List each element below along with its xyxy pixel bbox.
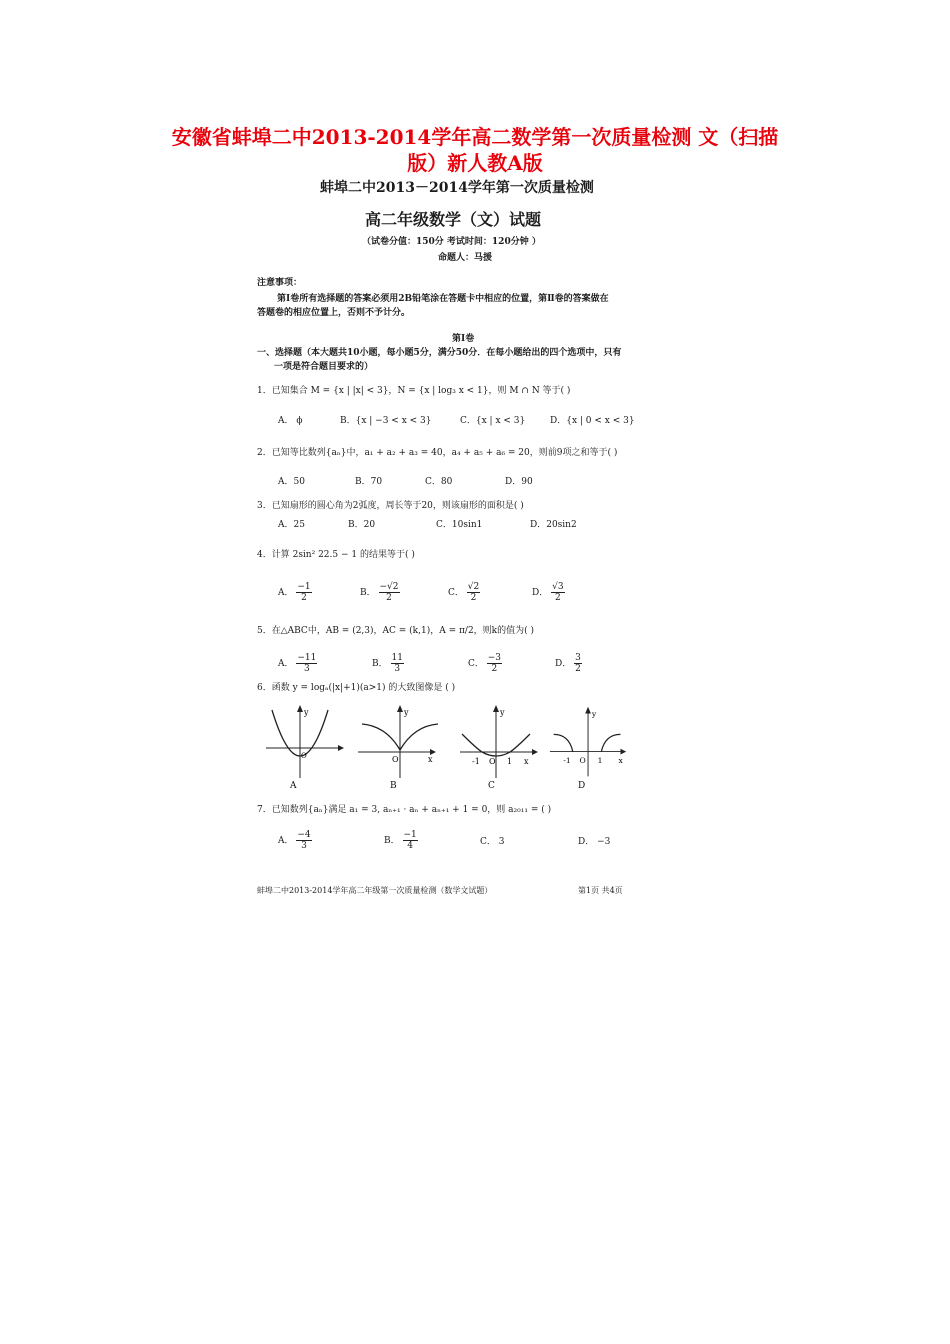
graph-d-origin-label: O — [579, 756, 586, 766]
question-3: 3．已知扇形的圆心角为2弧度，周长等于20，则该扇形的面积是( ) — [257, 501, 524, 511]
exam-subheading: 高二年级数学（文）试题 — [365, 210, 542, 229]
q4-option-b-fraction — [379, 582, 400, 603]
q7-option-b-fraction — [403, 830, 418, 851]
q4-option-d-numerator: √3 — [552, 582, 564, 592]
q5-option-b-letter: B． — [372, 659, 388, 669]
q5-option-d-numerator: 3 — [575, 653, 581, 663]
section-one-line-2: 一项是符合题目要求的） — [274, 362, 374, 372]
q4-option-c-letter: C． — [448, 588, 464, 598]
graph-c-y-label: y — [500, 708, 505, 717]
q4-option-a-letter: A． — [278, 588, 294, 598]
exam-info: （试卷分值：150分 考试时间：120分钟 ） — [362, 237, 541, 247]
q4-option-c — [448, 582, 480, 603]
document-title-line-2: 版）新人教A版 — [407, 151, 543, 175]
q3-option-a: A．25 — [278, 520, 305, 530]
q7-option-d: D． −3 — [578, 837, 611, 847]
question-5: 5．在△ABC中，AB = (2,3)，AC = (k,1)，A = π/2，则k的值为( ) — [257, 626, 535, 636]
graph-b — [356, 704, 438, 782]
q5-option-d — [555, 653, 582, 674]
q5-option-d-denominator: 2 — [575, 664, 581, 674]
q5-option-d-fraction — [574, 653, 582, 674]
q1-option-a: A． ϕ — [278, 416, 303, 426]
graph-d-y-label: y — [591, 709, 597, 719]
document-title — [95, 124, 855, 176]
notice-line-1: 第Ⅰ卷所有选择题的答案必须用2B铅笔涂在答题卡中相应的位置，第Ⅱ卷的答案做在 — [277, 294, 609, 304]
q4-option-a-fraction — [296, 582, 311, 603]
graph-c-neg1-label: -1 — [472, 757, 480, 766]
question-2: 2．已知等比数列{aₙ}中，a₁ + a₂ + a₃ = 40，a₄ + a₅ + a₆ = 20，则前9项之和等于( ) — [257, 448, 618, 458]
q5-option-b-numerator: 11 — [391, 653, 403, 663]
q3-option-c: C．10sin1 — [436, 520, 483, 530]
q5-option-c-denominator: 2 — [491, 664, 498, 674]
q5-option-a-fraction — [296, 653, 317, 674]
exam-heading: 蚌埠二中2013－2014学年第一次质量检测 — [320, 180, 594, 196]
graph-d-label: D — [578, 781, 586, 791]
scanned-exam-page — [250, 170, 700, 900]
exam-author: 命题人：马援 — [438, 253, 493, 263]
q5-option-b — [372, 653, 404, 674]
graph-b-label: B — [390, 781, 397, 791]
q4-option-d-fraction — [551, 582, 564, 603]
page-footer-left: 蚌埠二中2013-2014学年高二年级第一次质量检测（数学文试题） — [257, 886, 493, 895]
q5-option-a-letter: A． — [278, 659, 294, 669]
q5-option-c-fraction — [487, 653, 502, 674]
q2-option-d: D．90 — [505, 477, 533, 487]
q7-option-a-denominator: 3 — [301, 841, 307, 851]
q4-option-a — [278, 582, 312, 603]
q7-option-b-letter: B． — [384, 836, 400, 846]
question-1: 1．已知集合 M = {x | |x| < 3}，N = {x | log₃ x < 1}，则 M ∩ N 等于( ) — [257, 386, 571, 396]
section-one-line-1: 一、选择题（本大题共10小题，每小题5分，满分50分．在每小题给出的四个选项中，只有 — [257, 348, 622, 358]
q4-option-a-numerator: −1 — [297, 582, 311, 592]
q4-option-b-numerator: −√2 — [379, 582, 399, 592]
graph-c — [458, 704, 540, 782]
q4-option-b-denominator: 2 — [386, 593, 392, 603]
question-4: 4．计算 2sin² 22.5 − 1 的结果等于( ) — [257, 550, 415, 560]
q5-option-b-denominator: 3 — [394, 664, 401, 674]
q4-option-d-denominator: 2 — [554, 593, 561, 603]
q5-option-a-numerator: −11 — [297, 653, 317, 663]
q7-option-b-numerator: −1 — [403, 830, 417, 840]
q7-option-b-denominator: 4 — [407, 841, 413, 851]
page-footer-right: 第1页 共4页 — [578, 886, 623, 895]
question-7: 7．已知数列{aₙ}满足 a₁ = 3, aₙ₊₁ · aₙ + aₙ₊₁ + 1 = 0，则 a₂₀₁₁ = ( ) — [257, 805, 552, 815]
q5-option-a-denominator: 3 — [304, 664, 310, 674]
graph-a-origin-label: O — [301, 752, 307, 760]
part-one-label: 第Ⅰ卷 — [452, 334, 475, 344]
q7-option-c: C． 3 — [480, 837, 505, 847]
notice-title: 注意事项： — [257, 278, 303, 288]
q3-option-b: B．20 — [348, 520, 376, 530]
q5-option-c-numerator: −3 — [487, 653, 502, 663]
graph-d — [548, 704, 630, 782]
q1-option-d: D．{x | 0 < x < 3} — [550, 416, 635, 426]
q5-option-d-letter: D． — [555, 659, 572, 669]
q5-option-c-letter: C． — [468, 659, 484, 669]
graph-b-origin-label: O — [392, 755, 399, 764]
q7-option-a-letter: A． — [278, 836, 294, 846]
q4-option-c-numerator: √2 — [467, 582, 480, 592]
q4-option-a-denominator: 2 — [301, 593, 307, 603]
graph-c-x-label: x — [524, 757, 529, 766]
q4-option-b — [360, 582, 400, 603]
q2-option-a: A．50 — [278, 477, 305, 487]
graph-c-origin-label: O — [489, 757, 496, 766]
question-6: 6．函数 y = logₐ(|x|+1)(a>1) 的大致图像是 ( ) — [257, 683, 456, 693]
q7-option-a — [278, 830, 312, 851]
graph-d-neg1-label: -1 — [563, 756, 571, 766]
q1-option-b: B．{x | −3 < x < 3} — [340, 416, 432, 426]
q5-option-a — [278, 653, 317, 674]
document-title-line-1: 安徽省蚌埠二中2013-2014学年高二数学第一次质量检测 文（扫描 — [171, 125, 779, 149]
graph-b-x-label: x — [428, 755, 433, 764]
graph-c-one-label: 1 — [507, 757, 513, 766]
q4-option-c-denominator: 2 — [470, 593, 477, 603]
graph-c-label: C — [488, 781, 495, 791]
q2-option-c: C．80 — [425, 477, 453, 487]
graph-d-x-label: x — [618, 756, 623, 766]
q5-option-c — [468, 653, 502, 674]
q7-option-a-fraction — [296, 830, 311, 851]
q1-option-c: C．{x | x < 3} — [460, 416, 526, 426]
q2-option-b: B．70 — [355, 477, 383, 487]
q7-option-a-numerator: −4 — [297, 830, 311, 840]
graph-d-one-label: 1 — [597, 756, 603, 766]
q4-option-d — [532, 582, 565, 603]
q4-option-d-letter: D． — [532, 588, 549, 598]
q7-option-b — [384, 830, 418, 851]
graph-a-y-label: y — [304, 708, 309, 717]
graph-b-y-label: y — [404, 708, 409, 717]
graph-a-label: A — [290, 781, 297, 791]
q4-option-c-fraction — [467, 582, 480, 603]
q5-option-b-fraction — [391, 653, 404, 674]
q3-option-d: D．20sin2 — [530, 520, 577, 530]
notice-line-2: 答题卷的相应位置上，否则不予计分。 — [257, 308, 411, 318]
q4-option-b-letter: B． — [360, 588, 376, 598]
graph-a — [264, 704, 346, 782]
